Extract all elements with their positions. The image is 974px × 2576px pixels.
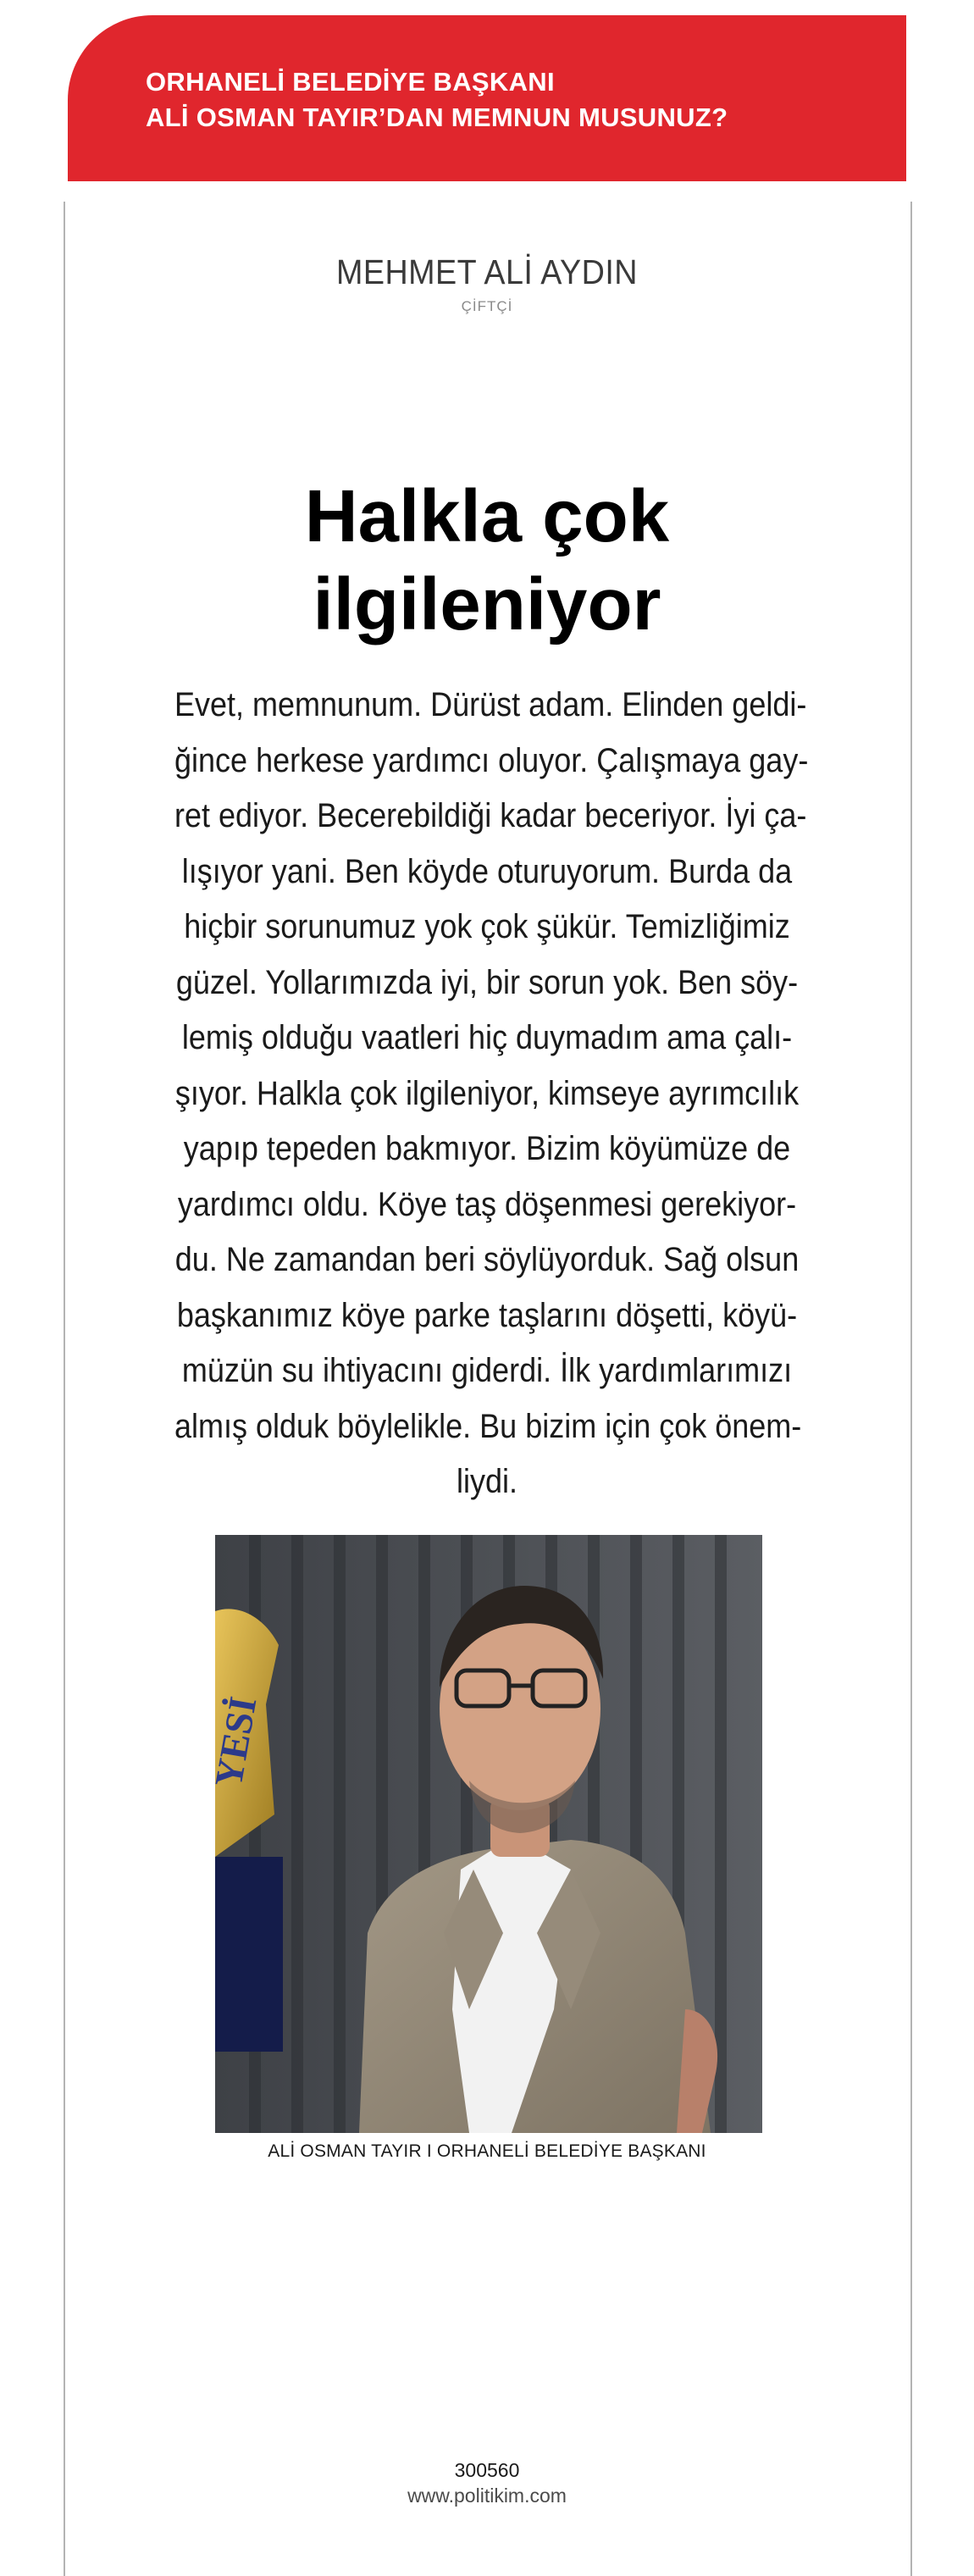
- body-line: lışıyor yani. Ben köyde oturuyorum. Burda da: [181, 852, 793, 890]
- body-line: Evet, memnunum. Dürüst adam. Elinden geldi-: [174, 686, 807, 723]
- right-column-rule: [910, 202, 912, 2576]
- portrait-photo: [206, 1535, 762, 2133]
- header-title-line-2: ALİ OSMAN TAYIR’DAN MEMNUN MUSUNUZ?: [146, 102, 728, 132]
- body-line: başkanımız köye parke taşlarını döşetti, köyü-: [176, 1296, 798, 1334]
- portrait-illustration: [206, 1535, 762, 2133]
- byline-name: MEHMET ALİ AYDIN: [335, 252, 639, 291]
- body-line: liydi.: [456, 1463, 518, 1500]
- header-title-line-1: ORHANELİ BELEDİYE BAŞKANI: [146, 67, 555, 97]
- body-line: du. Ne zamandan beri söylüyorduk. Sağ olsun: [174, 1241, 800, 1278]
- body-line: şıyor. Halkla çok ilgileniyor, kimseye ayrımcılık: [174, 1074, 800, 1112]
- photo-caption: ALİ OSMAN TAYIR I ORHANELİ BELEDİYE BAŞKANI: [268, 2141, 706, 2161]
- body-line: güzel. Yollarımızda iyi, bir sorun yok. Ben söy-: [175, 963, 799, 1001]
- headline-line: Halkla çok: [304, 475, 670, 557]
- left-column-rule: [64, 202, 65, 2576]
- body-line: müzün su ihtiyacını giderdi. İlk yardımlarımızı: [181, 1352, 793, 1389]
- byline-role: ÇİFTÇİ: [461, 298, 513, 314]
- body-line: yardımcı oldu. Köye taş döşenmesi gerekiyor-: [177, 1185, 797, 1223]
- body-line: ğince herkese yardımcı oluyor. Çalışmaya gay-: [174, 741, 809, 779]
- footer-number: 300560: [454, 2459, 520, 2481]
- body-line: ret ediyor. Becerebildiği kadar beceriyor. İyi ça-: [174, 797, 807, 834]
- article-body: [174, 678, 809, 1510]
- body-line: hiçbir sorunumuz yok çok şükür. Temizliğimiz: [184, 908, 790, 945]
- body-line: lemiş olduğu vaatleri hiç duymadım ama çalı-: [181, 1019, 793, 1056]
- footer-url: www.politikim.com: [407, 2485, 567, 2507]
- body-line: yapıp tepeden bakmıyor. Bizim köyümüze de: [183, 1130, 791, 1167]
- body-line: almış olduk böylelikle. Bu bizim için çok önem-: [174, 1407, 802, 1445]
- header-banner: [68, 15, 906, 181]
- headline-line: ilgileniyor: [313, 563, 661, 645]
- svg-text:YESİ: YESİ: [206, 1693, 265, 1791]
- article-headline: [148, 473, 826, 649]
